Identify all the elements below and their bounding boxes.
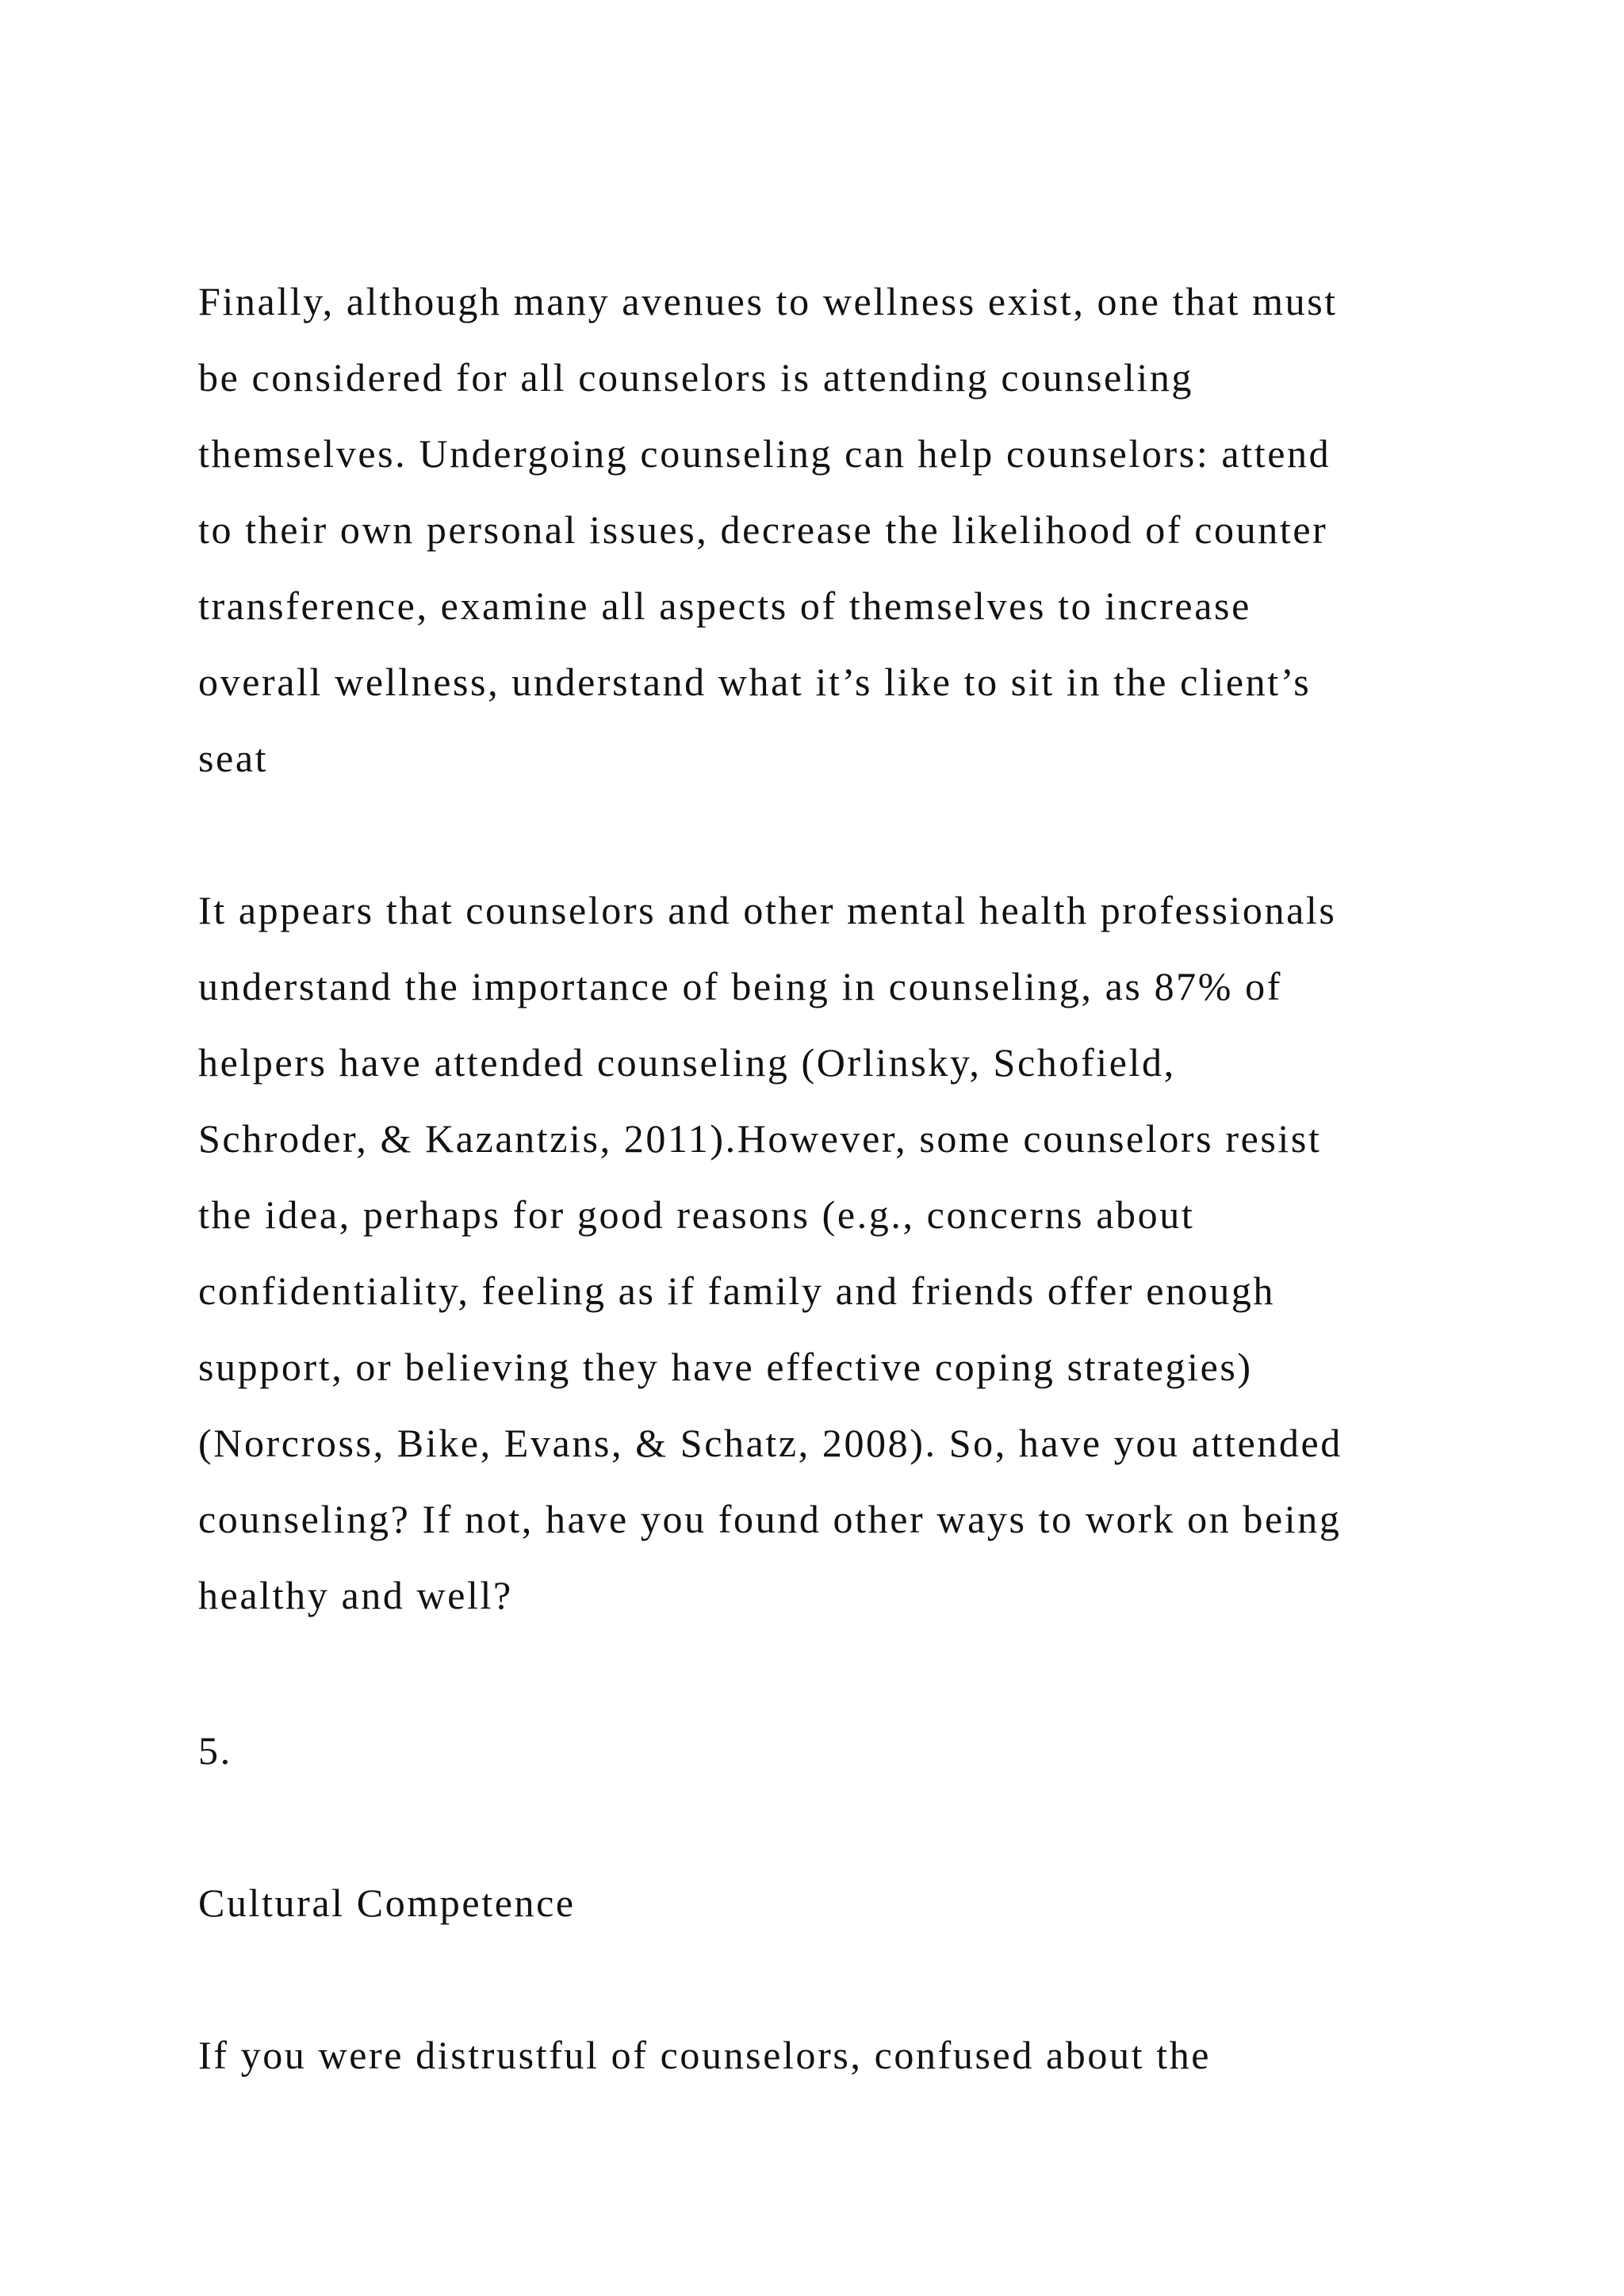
paragraph-counseling-attendance [198,872,1451,1633]
text-line: understand the importance of being in counseling, as 87% of [198,964,1282,1008]
text-line: transference, examine all aspects of themselves to increase [198,584,1251,628]
text-line: (Norcross, Bike, Evans, & Schatz, 2008). So, have you attended [198,1421,1342,1465]
text-line: to their own personal issues, decrease the likelihood of counter [198,507,1328,552]
paragraph-cultural-competence [198,2017,1451,2093]
text-line: If you were distrustful of counselors, confused about the [198,2033,1212,2077]
text-line: It appears that counselors and other mental health professionals [198,888,1337,932]
text-line: counseling? If not, have you found other ways to work on being [198,1497,1342,1541]
section-heading [198,1865,1451,1941]
text-line: seat [198,736,269,780]
text-line: 5. [198,1728,232,1773]
text-line: helpers have attended counseling (Orlinsky, Schofield, [198,1040,1176,1085]
list-item-number [198,1712,1451,1789]
text-line: Cultural Competence [198,1881,576,1925]
text-line: Finally, although many avenues to wellness exist, one that must [198,279,1338,323]
text-line: the idea, perhaps for good reasons (e.g., concerns about [198,1192,1195,1237]
text-line: be considered for all counselors is attending counseling [198,355,1194,400]
text-line: overall wellness, understand what it’s like to sit in the client’s [198,660,1312,704]
text-line: Schroder, & Kazantzis, 2011).However, some counselors resist [198,1116,1322,1161]
text-line: healthy and well? [198,1573,513,1617]
text-line: support, or believing they have effective coping strategies) [198,1345,1253,1389]
text-line: confidentiality, feeling as if family and friends offer enough [198,1269,1276,1313]
paragraph-wellness-counseling [198,263,1451,796]
text-line: themselves. Undergoing counseling can help counselors: attend [198,431,1331,476]
